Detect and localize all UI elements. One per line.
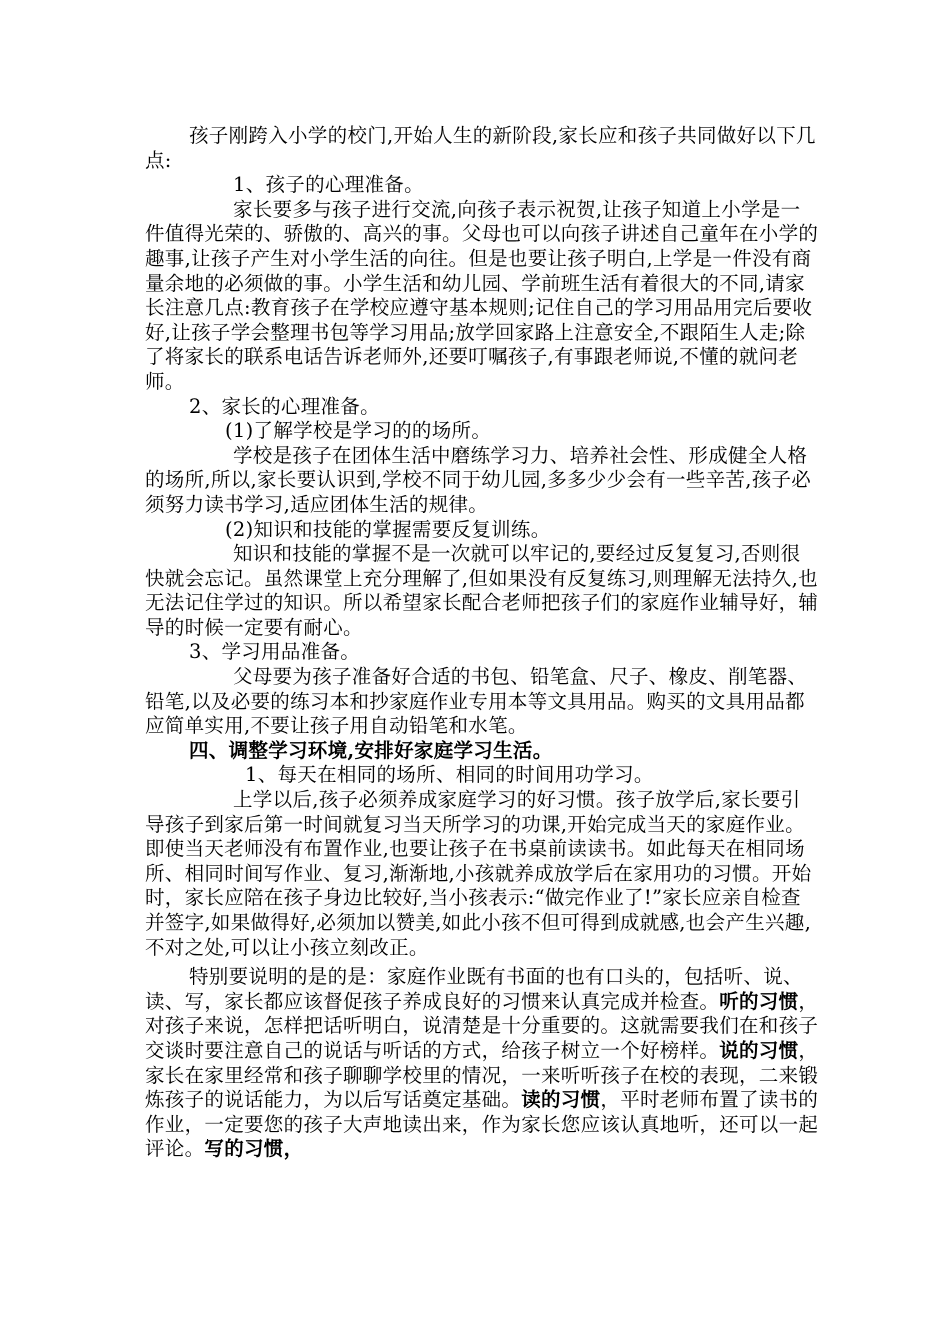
- intro-paragraph: 孩子刚跨入小学的校门,开始人生的新阶段,家长应和孩子共同做好以下几点:: [145, 124, 816, 172]
- paragraph-child-preparation: 家长要多与孩子进行交流,向孩子表示祝贺,让孩子知道上小学是一件值得光荣的、骄傲的、高兴的事。父母也可以向孩子讲述自己童年在小学的趣事,让孩子产生对小学生活的向往。但是也要让孩子明白,上学是一件没有商量余地的必须做的事。小学生活和幼儿园、学前班生活有着很大的不同,请家长注意几点:教育孩子在学校应遵守基本规则;记住自己的学习用品用完后要收好,让孩子学会整理书包等学习用品;放学回家路上注意安全,不跟陌生人走;除了将家长的联系电话告诉老师外,还要叮嘱孩子,有事跟老师说,不懂的就问老师。: [145, 197, 819, 393]
- document-body: [145, 124, 820, 1162]
- paragraph-repeated-training: 知识和技能的掌握不是一次就可以牢记的,要经过反复复习,否则很快就会忘记。虽然课堂上充分理解了,但如果没有反复练习,则理解无法持久,也无法记住学过的知识。所以希望家长配合老师把孩子们的家庭作业辅导好，辅导的时候一定要有耐心。: [145, 542, 819, 639]
- paragraph-homework-habits: [145, 965, 820, 1162]
- habits-lead: 特别要说明的是的是：家庭作业既有书面的也有口头的，包括听、说、读、写，家长都应该督促孩子养成良好的习惯来认真完成并检查。: [145, 965, 803, 1013]
- write-habit-label: 写的习惯: [204, 1137, 284, 1161]
- write-habit-text: ，: [283, 1137, 304, 1161]
- chapter-heading-study-environment: 四、调整学习环境,安排好家庭学习生活。: [189, 738, 553, 762]
- paragraph-same-place-time: 上学以后,孩子必须养成家庭学习的好习惯。孩子放学后,家长要引导孩子到家后第一时间就复习当天所学习的功课,开始完成当天的家庭作业。即使当天老师没有布置作业,也要让孩子在书桌前读读书。如此每天在相同场所、相同时间写作业、复习,渐渐地,小孩就养成放学后在家用功的习惯。开始时，家长应陪在孩子身边比较好,当小孩表示:“做完作业了!”家长应亲自检查并签字,如果做得好,必须加以赞美,如此小孩不但可得到成就感,也会产生兴趣,不对之处,可以让小孩立刻改正。: [145, 788, 812, 959]
- listen-habit-label: 听的习惯: [719, 989, 799, 1013]
- read-habit-label: 读的习惯: [521, 1088, 601, 1112]
- paragraph-school-place: 学校是孩子在团体生活中磨练学习力、培养社会性、形成健全人格的场所,所以,家长要认识到,学校不同于幼儿园,多多少少会有一些辛苦,孩子必须努力读书学习,适应团体生活的规律。: [145, 443, 812, 516]
- read-habit-text: ，平时老师布置了读书的作业，一定要您的孩子大声地读出来，作为家长您应该认真地听，还可以一起评论。: [145, 1088, 819, 1161]
- speak-habit-text: ，家长在家里经常和孩子聊聊学校里的情况，一来听听孩子在校的表现，二来锻炼孩子的说话能力，为以后写话奠定基础。: [145, 1038, 819, 1112]
- listen-habit-text: ，对孩子来说，怎样把话听明白，说清楚是十分重要的。这就需要我们在和孩子交谈时要注意自己的说话与听话的方式，给孩子树立一个好榜样。: [145, 989, 819, 1062]
- section-heading-supplies: 3、学习用品准备。: [189, 640, 361, 664]
- subheading-school-place: (1)了解学校是学习的的场所。: [225, 419, 492, 443]
- section-heading-child-preparation: 1、孩子的心理准备。: [233, 173, 424, 197]
- section-heading-parent-preparation: 2、家长的心理准备。: [189, 394, 380, 418]
- subheading-repeated-training: (2)知识和技能的掌握需要反复训练。: [225, 517, 551, 541]
- subheading-same-place-time: 1、每天在相同的场所、相同的时间用功学习。: [245, 763, 654, 787]
- speak-habit-label: 说的习惯: [719, 1038, 799, 1062]
- paragraph-supplies: 父母要为孩子准备好合适的书包、铅笔盒、尺子、橡皮、削笔器、铅笔,以及必要的练习本和抄家庭作业专用本等文具用品。购买的文具用品都应简单实用,不要让孩子用自动铅笔和水笔。: [145, 665, 808, 738]
